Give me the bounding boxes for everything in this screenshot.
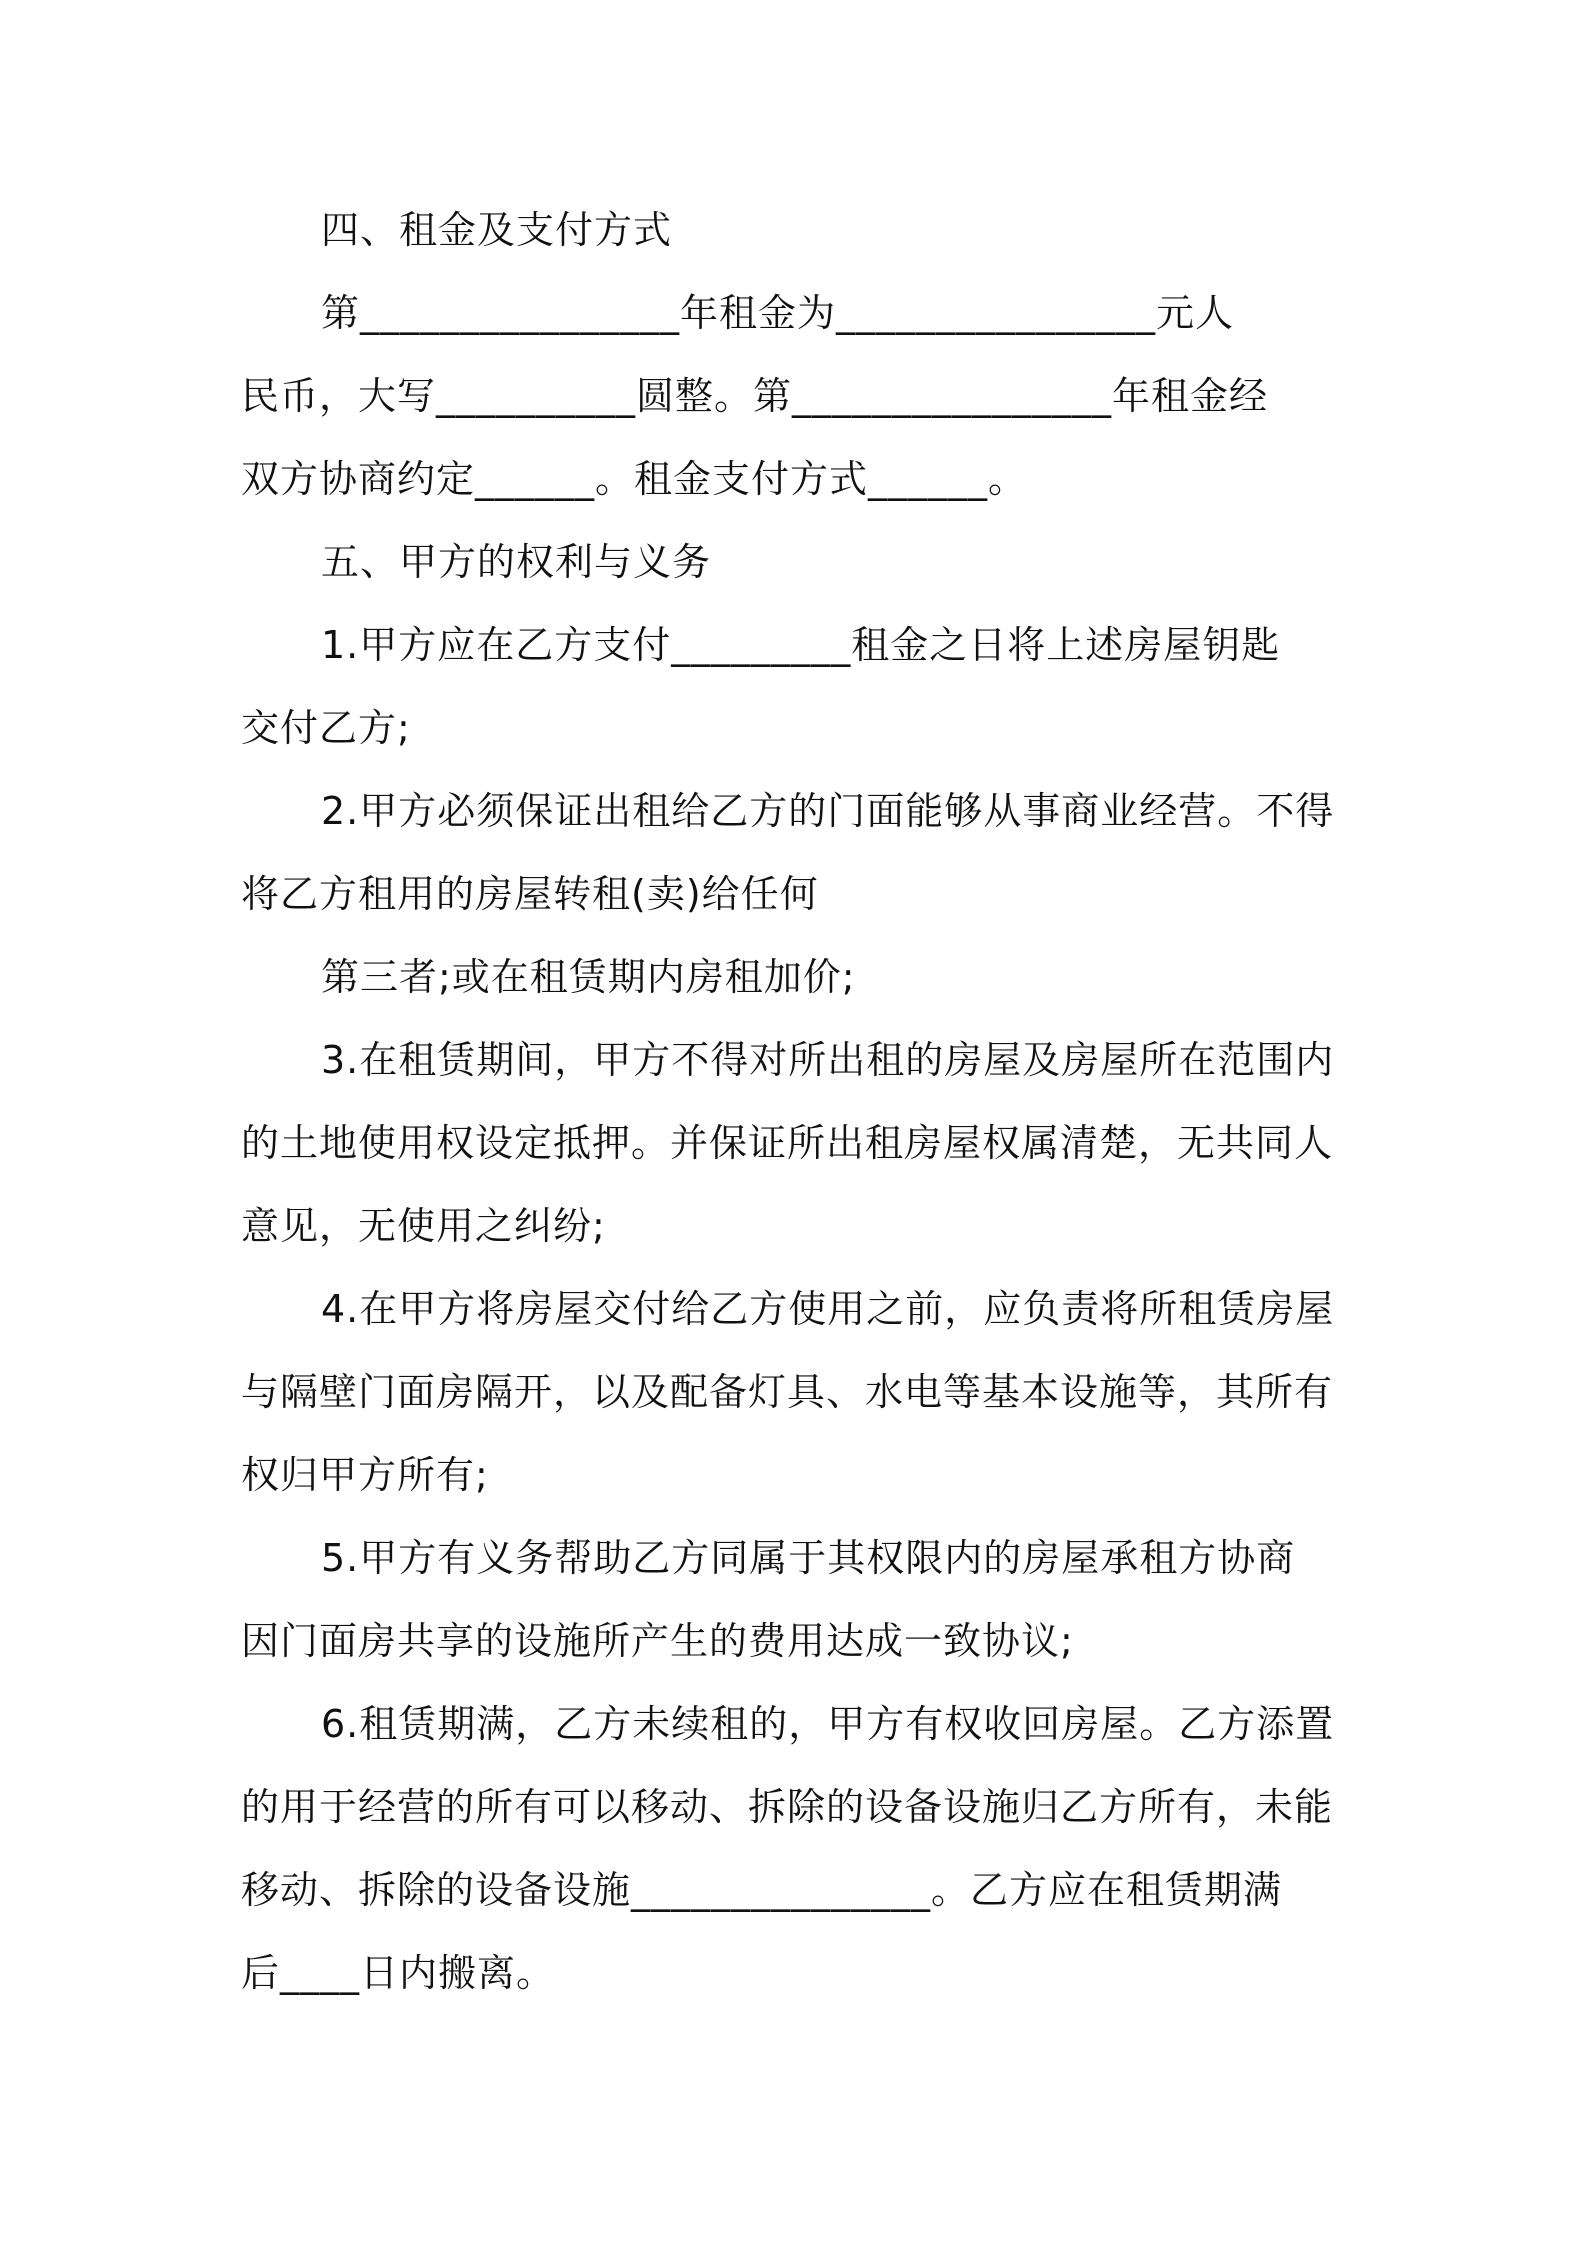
section-4-heading: 四、租金及支付方式: [321, 208, 673, 252]
item-4-line-2: 与隔壁门面房隔开，以及配备灯具、水电等基本设施等，其所有: [241, 1370, 1334, 1414]
item-1-line-2: 交付乙方;: [241, 706, 411, 750]
rent-line-1: 第________________年租金为________________元人: [321, 291, 1235, 335]
item-2-line-3: 第三者;或在租赁期内房租加价;: [321, 955, 856, 999]
item-3-line-3: 意见，无使用之纠纷;: [241, 1204, 606, 1248]
item-6-line-3: 移动、拆除的设备设施_______________。乙方应在租赁期满: [241, 1868, 1283, 1912]
item-3-line-1: 3.在租赁期间，甲方不得对所出租的房屋及房屋所在范围内: [321, 1038, 1335, 1082]
item-6-line-1: 6.租赁期满，乙方未续租的，甲方有权收回房屋。乙方添置: [321, 1702, 1335, 1746]
item-5-line-1: 5.甲方有义务帮助乙方同属于其权限内的房屋承租方协商: [321, 1536, 1296, 1580]
item-2-line-1: 2.甲方必须保证出租给乙方的门面能够从事商业经营。不得: [321, 789, 1335, 833]
item-3-line-2: 的土地使用权设定抵押。并保证所出租房屋权属清楚，无共同人: [241, 1121, 1334, 1165]
item-6-line-2: 的用于经营的所有可以移动、拆除的设备设施归乙方所有，未能: [241, 1785, 1334, 1829]
item-4-line-1: 4.在甲方将房屋交付给乙方使用之前，应负责将所租赁房屋: [321, 1287, 1335, 1331]
item-6-line-4: 后____日内搬离。: [241, 1951, 556, 1995]
item-4-line-3: 权归甲方所有;: [241, 1453, 489, 1497]
rent-line-3: 双方协商约定______。租金支付方式______。: [241, 457, 1028, 501]
item-1-line-1: 1.甲方应在乙方支付_________租金之日将上述房屋钥匙: [321, 623, 1281, 667]
rent-line-2: 民币，大写__________圆整。第________________年租金经: [241, 374, 1269, 418]
item-5-line-2: 因门面房共享的设施所产生的费用达成一致协议;: [241, 1619, 1074, 1663]
section-5-heading: 五、甲方的权利与义务: [321, 540, 712, 584]
item-2-line-2: 将乙方租用的房屋转租(卖)给任何: [241, 872, 819, 916]
